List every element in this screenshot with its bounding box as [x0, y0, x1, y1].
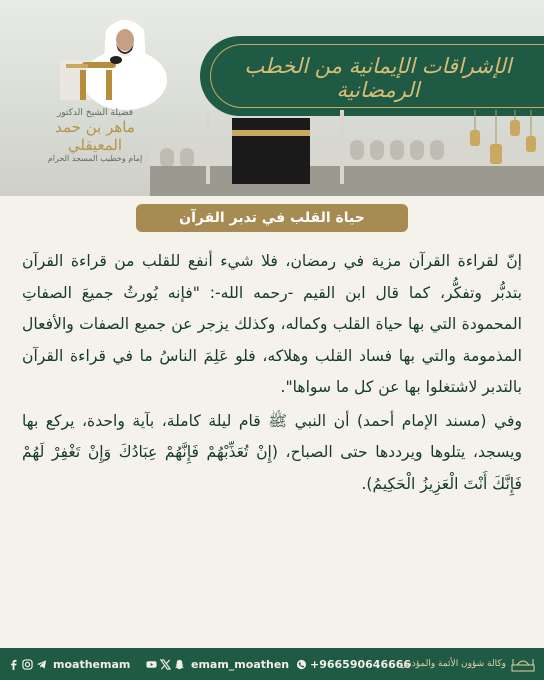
ministry-name: وكالة شؤون الأئمة والمؤذنين [399, 659, 506, 669]
footer-bar [0, 648, 544, 680]
series-banner [200, 36, 544, 116]
speaker-photo [20, 0, 170, 110]
paragraph-2: وفي (مسند الإمام أحمد) أن النبي ﷺ قام ليلة كاملة، بآية واحدة، يركع بها ويسجد، يتلوها ويرددها حتى الصباح، (إِنْ تُعَذِّبْهُمْ فَإِنَّهُمْ عِبَادُكَ وَإِنْ تَغْفِرْ لَهُمْ فَإِنَّكَ أَنْتَ الْعَزِيزُ الْحَكِيمُ). [22, 411, 522, 493]
facebook-icon[interactable] [8, 659, 19, 670]
kaaba-illustration [150, 110, 544, 196]
speaker-title: فضيلة الشيخ الدكتور [56, 108, 134, 118]
header [0, 0, 544, 196]
contact-group [296, 648, 411, 680]
handle-1[interactable]: moathemam [53, 657, 131, 671]
section-title: حياة القلب في تدبر القرآن [179, 210, 365, 226]
instagram-icon[interactable] [22, 659, 33, 670]
speaker-name: ماهر بن حمد المعيقلي [55, 118, 135, 154]
section-title-badge [136, 204, 408, 232]
snapchat-icon[interactable] [174, 659, 185, 670]
ministry-logo [400, 648, 536, 680]
paragraph-1: إنّ لقراءة القرآن مزية في رمضان، فلا شيء أنفع للقلب من قراءة القرآن بتدبُّر وتفكُّر، كما قال ابن القيم -رحمه الله-: "فإنه يُورثُ جميعَ الصفاتِ المحمودة التي بها حياة القلب وكماله، وكذلك يزجر عن جميع الصفات والأفعال المذمومة والتي بها فساد القلب وهلاكه، فلو عَلِمَ الناسُ ما في قراءة القرآن بالتدبر لاشتغلوا بها عن كل ما سواها". [22, 252, 522, 396]
social-group-2 [146, 648, 289, 680]
phone-number[interactable]: +966590646666 [310, 657, 412, 671]
article-body [22, 246, 522, 500]
mosque-icon [510, 656, 536, 672]
handle-2[interactable]: emam_moathen [191, 657, 290, 671]
telegram-icon[interactable] [36, 659, 47, 670]
whatsapp-icon[interactable] [296, 659, 307, 670]
banner-title: الإشراقات الإيمانية من الخطب الرمضانية [244, 54, 512, 102]
speaker-role: إمام وخطيب المسجد الحرام [47, 154, 143, 163]
social-group-1 [8, 648, 130, 680]
x-icon[interactable] [160, 659, 171, 670]
speaker-info [40, 108, 150, 163]
youtube-icon[interactable] [146, 659, 157, 670]
